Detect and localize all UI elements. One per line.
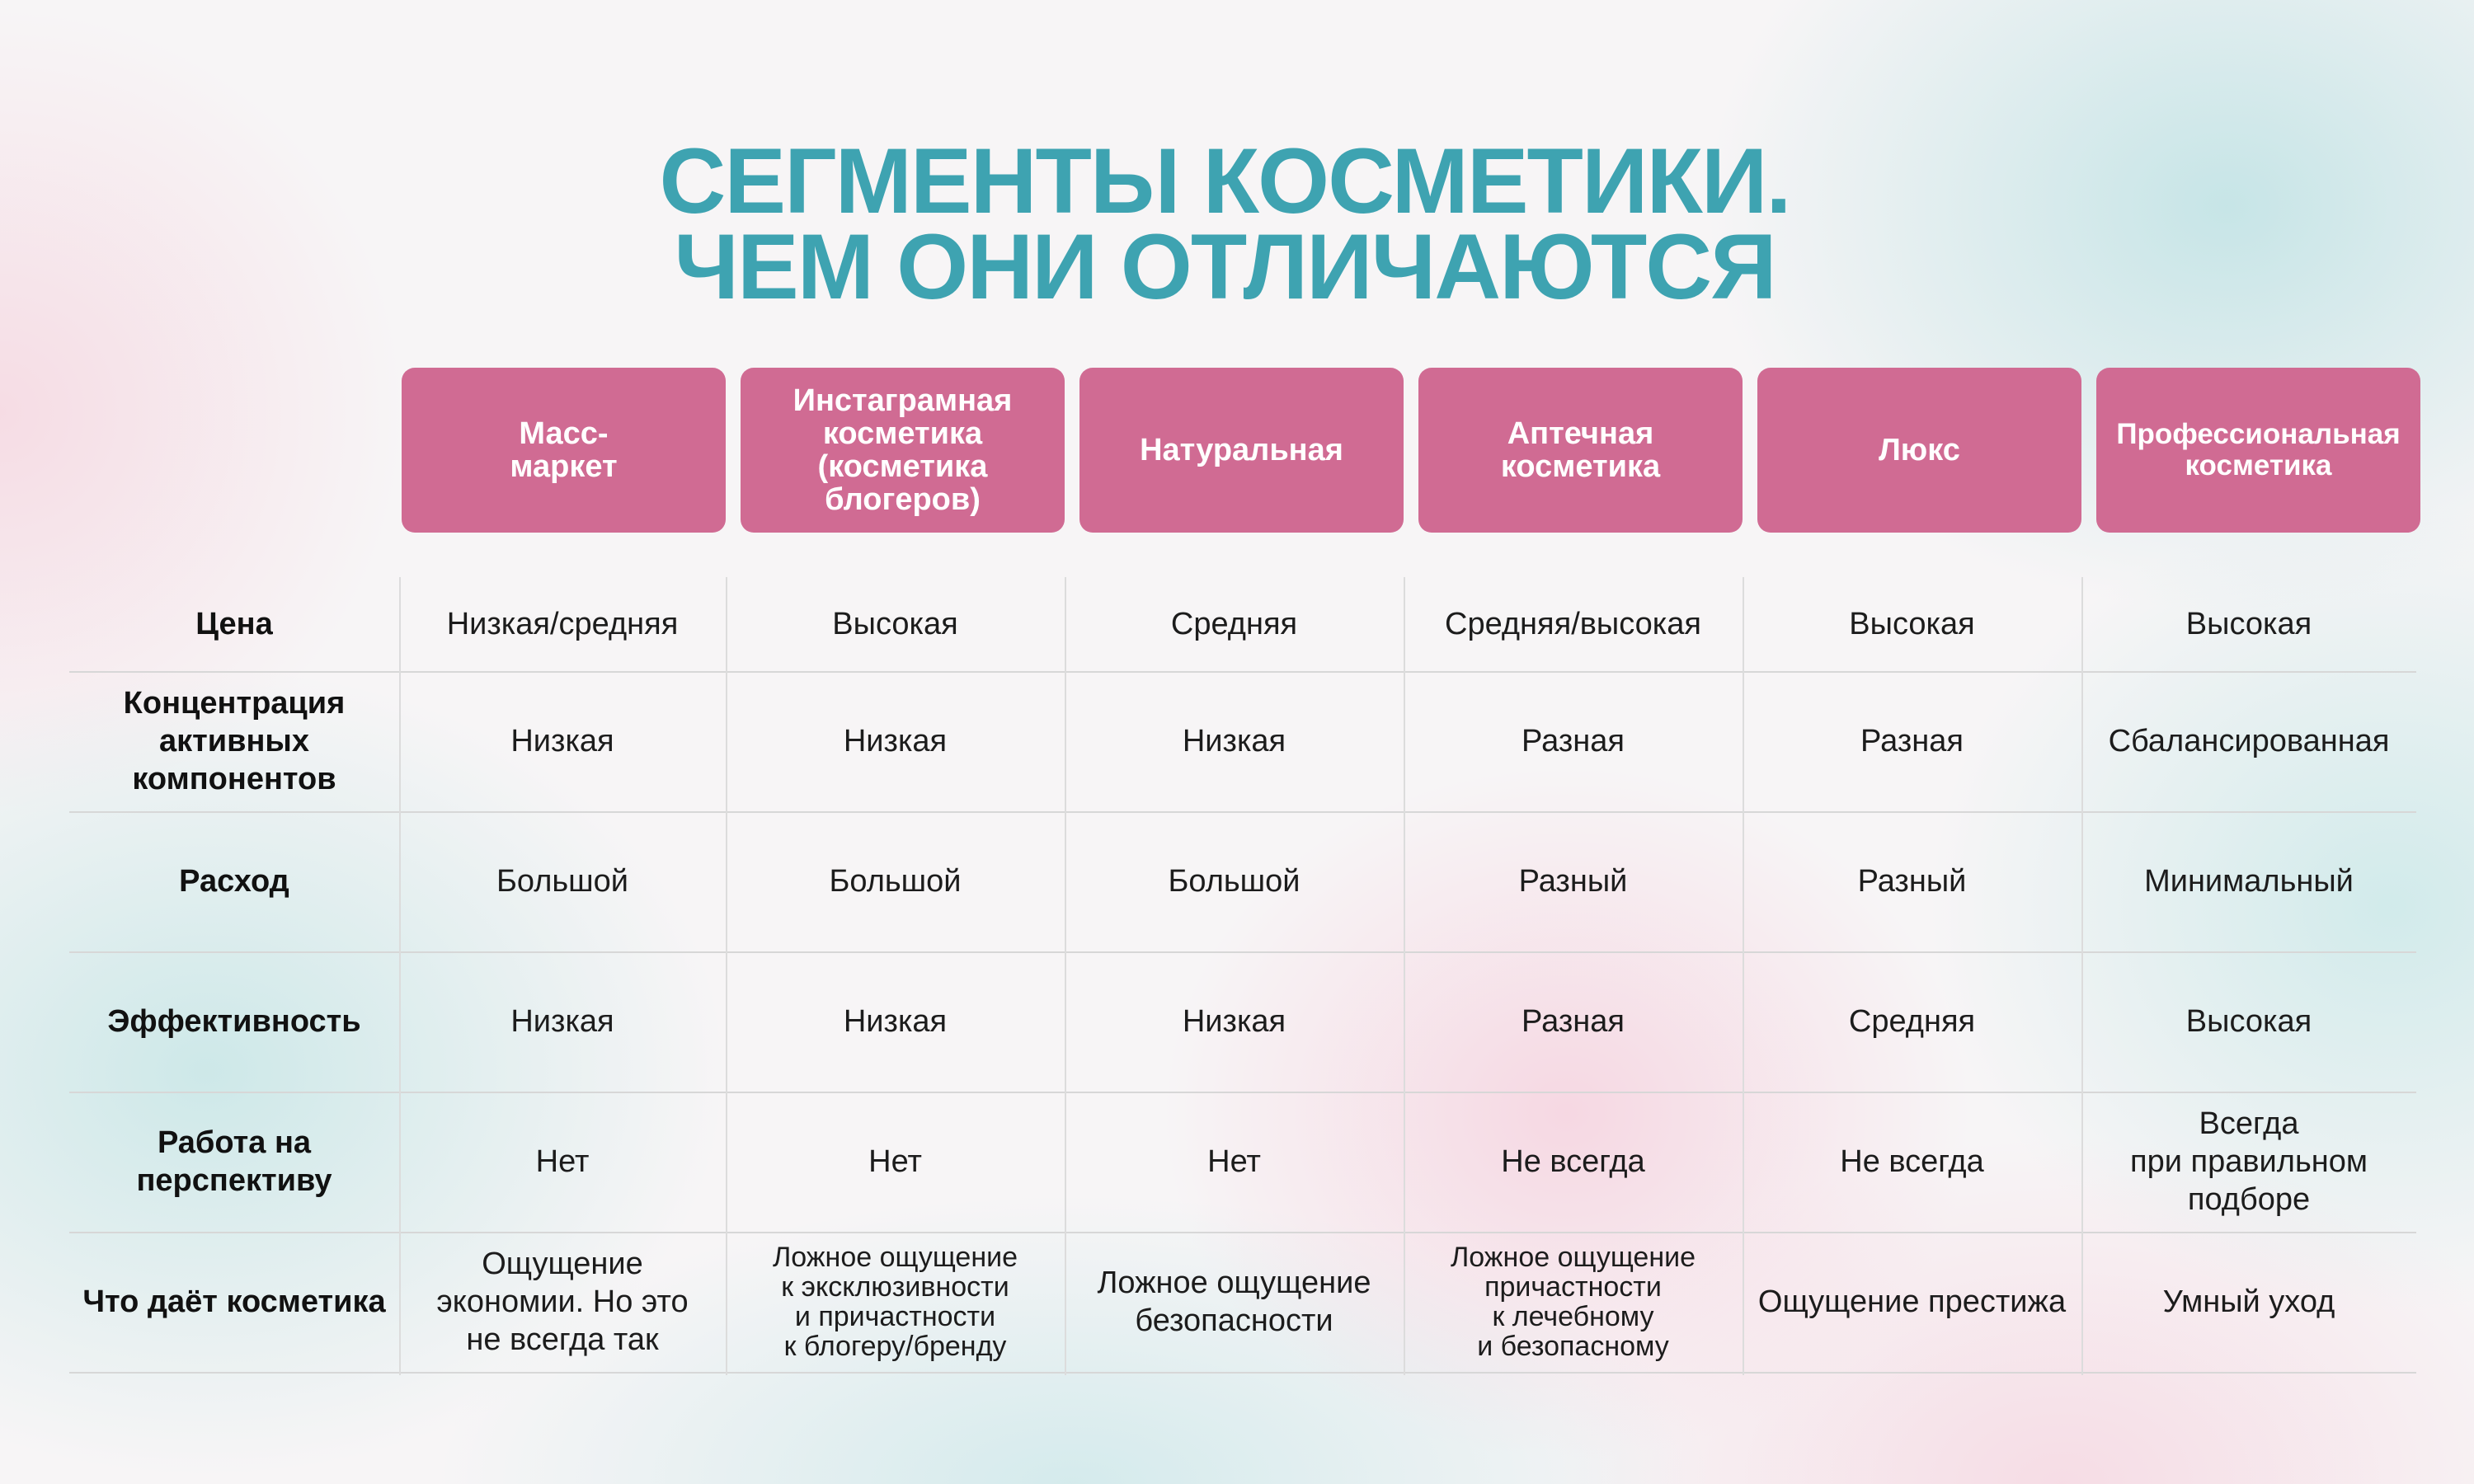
row-label-what-it-gives: Что даёт косметика xyxy=(82,1284,386,1319)
table-cell: Низкая xyxy=(843,724,948,758)
page-title xyxy=(0,129,2474,318)
table-cell: Высокая xyxy=(2185,1004,2312,1039)
table-cell: Разная xyxy=(1522,1004,1625,1039)
table-cell: Сбалансированная xyxy=(2108,724,2390,758)
table-cell: Низкая xyxy=(510,724,614,758)
table-cell: Средняя xyxy=(1848,1004,1976,1039)
table-cell: Не всегда xyxy=(1501,1144,1645,1179)
table-cell: Разный xyxy=(1857,864,1967,899)
table-cell: Высокая xyxy=(1849,607,1975,641)
table-cell: Не всегда xyxy=(1840,1144,1984,1179)
table-cell: Ложное ощущение безопасности xyxy=(1097,1266,1371,1338)
table-cell: Минимальный xyxy=(2144,864,2354,899)
table-cell: Нет xyxy=(1207,1144,1261,1179)
table-cell: Умный уход xyxy=(2162,1284,2335,1319)
column-header-natural: Натуральная xyxy=(1079,368,1404,533)
column-header-instagram: Инстаграмная косметика (косметика блогеров) xyxy=(741,368,1065,533)
row-label-concentration: Концентрация активных компонентов xyxy=(123,686,346,796)
table-cell: Нет xyxy=(868,1144,922,1179)
row-label-effectiveness: Эффективность xyxy=(107,1004,361,1039)
table-cell: Большой xyxy=(496,864,629,899)
row-divider xyxy=(69,1372,2416,1374)
row-label-consumption: Расход xyxy=(179,864,289,899)
table-cell: Ощущение престижа xyxy=(1757,1284,2067,1319)
table-cell: Всегда при правильном подборе xyxy=(2130,1106,2368,1217)
row-label-long-term: Работа на перспективу xyxy=(136,1125,332,1198)
table-cell: Низкая xyxy=(510,1004,614,1039)
table-cell: Разная xyxy=(1860,724,1964,758)
table-cell: Средняя/высокая xyxy=(1445,607,1701,641)
table-cell: Большой xyxy=(829,864,962,899)
table-cell: Разный xyxy=(1518,864,1628,899)
comparison-table xyxy=(69,577,2416,1375)
row-label-price: Цена xyxy=(195,607,273,641)
table-cell: Низкая xyxy=(1182,724,1286,758)
table-cell: Низкая xyxy=(843,1004,948,1039)
table-cell: Разная xyxy=(1522,724,1625,758)
table-cell: Высокая xyxy=(832,607,958,641)
column-header-professional: Профессиональная косметика xyxy=(2096,368,2420,533)
page-title-line-1: СЕГМЕНТЫ КОСМЕТИКИ. xyxy=(659,129,1790,232)
table-cell: Ложное ощущение к эксклюзивности и причастности к блогеру/бренду xyxy=(772,1242,1018,1362)
table-cell: Низкая xyxy=(1182,1004,1286,1039)
table-cell: Ощущение экономии. Но это не всегда так xyxy=(436,1247,689,1357)
table-cell: Низкая/средняя xyxy=(446,607,679,641)
column-header-mass-market: Масс- маркет xyxy=(402,368,726,533)
table-cell: Средняя xyxy=(1170,607,1298,641)
table-cell: Нет xyxy=(535,1144,590,1179)
table-cell: Высокая xyxy=(2185,607,2312,641)
table-cell: Большой xyxy=(1168,864,1300,899)
table-cell: Ложное ощущение причастности к лечебному и безопасному xyxy=(1450,1242,1696,1362)
column-header-luxury: Люкс xyxy=(1757,368,2081,533)
column-header-pharmacy: Аптечная косметика xyxy=(1418,368,1743,533)
page-title-line-2: ЧЕМ ОНИ ОТЛИЧАЮТСЯ xyxy=(674,215,1776,318)
